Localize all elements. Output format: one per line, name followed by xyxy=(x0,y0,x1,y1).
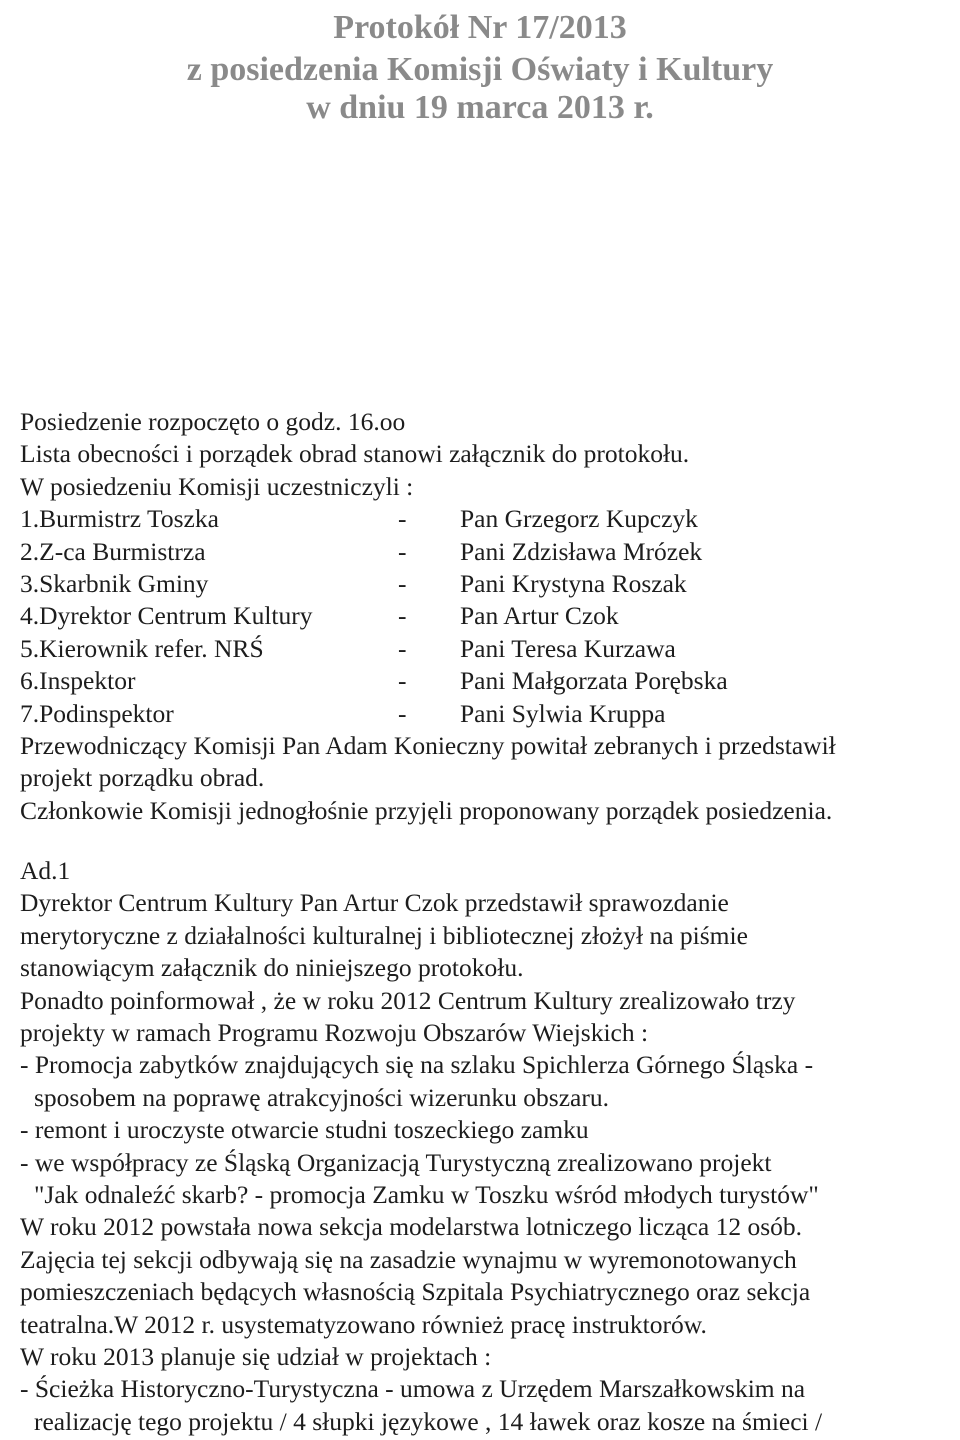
attendee-person: Pan Artur Czok xyxy=(460,601,619,631)
attendee-role: 4.Dyrektor Centrum Kultury xyxy=(20,601,313,631)
paragraph-line: W roku 2013 planuje się udział w projektach : xyxy=(20,1341,492,1371)
attendee-role: 7.Podinspektor xyxy=(20,698,174,728)
attendee-dash: - xyxy=(398,666,407,696)
attendee-role: 2.Z-ca Burmistrza xyxy=(20,536,206,566)
list-item: - we współpracy ze Śląską Organizacją Turystyczną zrealizowano projekt xyxy=(20,1147,772,1177)
attendee-role: 6.Inspektor xyxy=(20,666,136,696)
list-item-continuation: "Jak odnaleźć skarb? - promocja Zamku w Toszku wśród młodych turystów" xyxy=(34,1179,819,1209)
protocol-title: Protokół Nr 17/2013 xyxy=(333,9,627,46)
paragraph-line: W roku 2012 powstała nowa sekcja modelarstwa lotniczego licząca 12 osób. xyxy=(20,1212,802,1242)
list-item-continuation: realizację tego projektu / 4 słupki językowe , 14 ławek oraz kosze na śmieci / xyxy=(34,1406,823,1436)
paragraph-line: Ponadto poinformował , że w roku 2012 Centrum Kultury zrealizowało trzy xyxy=(20,985,796,1015)
paragraph-line: teatralna.W 2012 r. usystematyzowano również pracę instruktorów. xyxy=(20,1309,707,1339)
attendee-dash: - xyxy=(398,504,407,534)
attendee-row xyxy=(20,503,950,535)
paragraph-line: Dyrektor Centrum Kultury Pan Artur Czok przedstawił sprawozdanie xyxy=(20,888,729,918)
list-item: - remont i uroczyste otwarcie studni toszeckiego zamku xyxy=(20,1115,589,1145)
attendee-person: Pan Grzegorz Kupczyk xyxy=(460,504,698,534)
attendee-row xyxy=(20,633,950,665)
attendee-person: Pani Małgorzata Porębska xyxy=(460,666,728,696)
attendee-dash: - xyxy=(398,633,407,663)
attendee-person: Pani Teresa Kurzawa xyxy=(460,633,676,663)
attendee-role: 1.Burmistrz Toszka xyxy=(20,504,219,534)
attendee-row xyxy=(20,536,950,568)
paragraph-line: stanowiącym załącznik do niniejszego protokołu. xyxy=(20,953,524,983)
attendee-row xyxy=(20,568,950,600)
paragraph-line: Zajęcia tej sekcji odbywają się na zasadzie wynajmu w wyremonotowanych xyxy=(20,1244,797,1274)
protocol-date: w dniu 19 marca 2013 r. xyxy=(306,89,654,126)
attendee-person: Pani Zdzisława Mrózek xyxy=(460,536,703,566)
intro-line: Posiedzenie rozpoczęto o godz. 16.oo xyxy=(20,407,406,436)
list-item: - Ścieżka Historyczno-Turystyczna - umowa z Urzędem Marszałkowskim na xyxy=(20,1374,806,1404)
protocol-subtitle: z posiedzenia Komisji Oświaty i Kultury xyxy=(186,51,774,88)
opening-line: Członkowie Komisji jednogłośnie przyjęli proponowany porządek posiedzenia. xyxy=(20,795,833,825)
protocol-body xyxy=(20,406,950,1438)
intro-line: W posiedzeniu Komisji uczestniczyli : xyxy=(20,471,414,501)
attendee-role: 5.Kierownik refer. NRŚ xyxy=(20,633,264,663)
attendee-row xyxy=(20,600,950,632)
attendee-dash: - xyxy=(398,536,407,566)
intro-line: Lista obecności i porządek obrad stanowi załącznik do protokołu. xyxy=(20,439,690,469)
attendee-dash: - xyxy=(398,568,407,598)
attendee-person: Pani Sylwia Kruppa xyxy=(460,698,666,728)
attendee-row xyxy=(20,698,950,730)
section-heading: Ad.1 xyxy=(20,856,71,886)
attendee-dash: - xyxy=(398,698,407,728)
attendee-row xyxy=(20,665,950,697)
attendee-person: Pani Krystyna Roszak xyxy=(460,568,687,598)
list-item: - Promocja zabytków znajdujących się na szlaku Spichlerza Górnego Śląska - xyxy=(20,1050,814,1080)
attendee-dash: - xyxy=(398,601,407,631)
opening-line: projekt porządku obrad. xyxy=(20,763,265,793)
attendee-role: 3.Skarbnik Gminy xyxy=(20,568,209,598)
paragraph-line: pomieszczeniach będących własnością Szpitala Psychiatrycznego oraz sekcja xyxy=(20,1277,811,1307)
section-gap xyxy=(20,827,950,855)
paragraph-line: projekty w ramach Programu Rozwoju Obszarów Wiejskich : xyxy=(20,1018,649,1048)
paragraph-line: merytoryczne z działalności kulturalnej i bibliotecznej złożył na piśmie xyxy=(20,920,748,950)
list-item-continuation: sposobem na poprawę atrakcyjności wizerunku obszaru. xyxy=(34,1082,609,1112)
opening-line: Przewodniczący Komisji Pan Adam Konieczny powitał zebranych i przedstawił xyxy=(20,730,836,760)
